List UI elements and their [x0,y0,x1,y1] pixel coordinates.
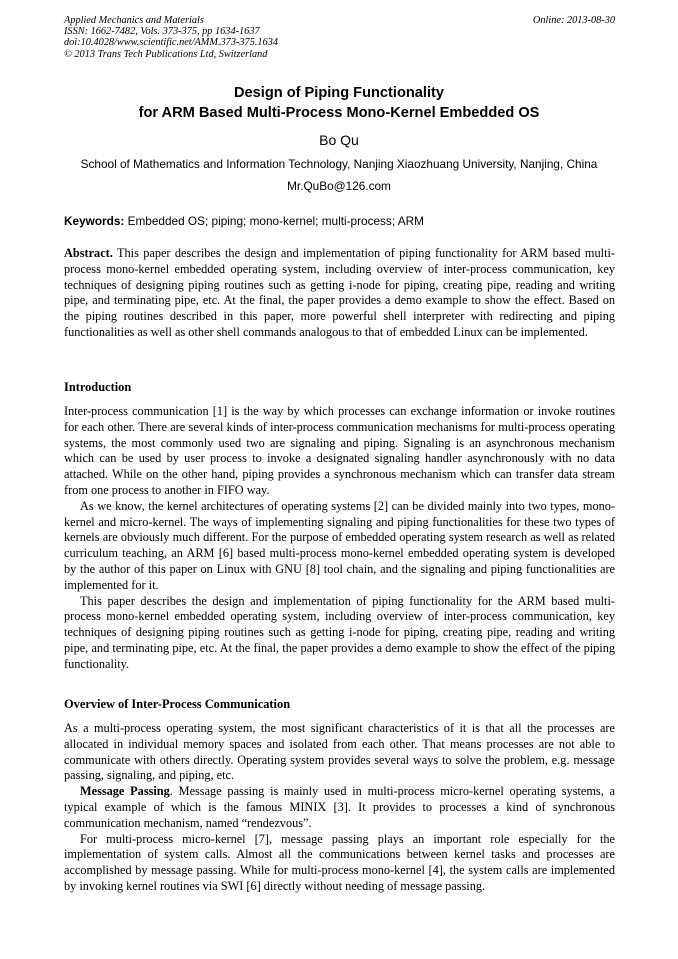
author-name: Bo Qu [319,132,359,148]
keywords-text: Embedded OS; piping; mono-kernel; multi-process; ARM [124,214,424,228]
online-date: Online: 2013-08-30 [532,15,615,26]
introduction-paragraph-3: This paper describes the design and implementation of piping functionality for the ARM based multi-process mono-kernel embedded operating system, including overview of inter-process communication, key techniques of designing piping routines such as getting i-node for piping, creating pipe, reading and writing pipe, and terminating pipe, etc. At the final, the paper provides a demo example to show the effect of the piping functionality. [64,593,615,671]
abstract-text: This paper describes the design and implementation of piping functionality for ARM based multi-process mono-kernel embedded operating system, including overview of inter-process communication, key techniques of designing piping routines such as getting i-node for piping, creating pipe, reading and writing pipe, and terminating pipe, etc. At the final, the paper provides a demo example to show the effect. Based on the piping routines described in this paper, more powerful shell interpreter with redirecting and piping functionalities as well as other shell commands analogous to that of embedded Linux can be implemented. [64,246,615,339]
introduction-paragraph-2: As we know, the kernel architectures of operating systems [2] can be divided mainly into two types, mono-kernel and micro-kernel. The ways of implementing signaling and piping functionalities for these two types of kernels are obviously much different. For the purpose of embedded operating system research as well as related curriculum teaching, an ARM [6] based multi-process mono-kernel embedded operating system is developed by the author of this paper on Linux with GNU [8] tool chain, and the signaling and piping functionalities are implemented for it. [64,498,615,592]
title-line-1: Design of Piping Functionality [234,85,444,101]
overview-paragraph-1: As a multi-process operating system, the most significant characteristics of it is that all the processes are allocated in individual memory spaces and isolated from each other. That means processes are not able to communicate with others directly. Operating system provides several ways to solve the problem, e.g. message passing, signaling, and piping, etc. [64,721,615,783]
journal-header [64,15,615,60]
abstract [64,246,615,341]
message-passing-label: Message Passing [80,784,170,799]
title-line-2: for ARM Based Multi-Process Mono-Kernel Embedded OS [138,105,540,121]
introduction-body [64,404,615,673]
author-affiliation: School of Mathematics and Information Technology, Nanjing Xiaozhuang University, Nanjing, China [80,157,598,171]
journal-copyright: © 2013 Trans Tech Publications Ltd, Switzerland [64,48,268,60]
overview-paragraph-3: For multi-process micro-kernel [7], message passing plays an important role especially for the implementation of system calls. Almost all the communications between kernel tasks and processes are accomplished by message passing. While for multi-process mono-kernel [4], the system calls are implemented by invoking kernel routines via SWI [6] directly without needing of message passing. [64,831,615,893]
keywords [64,214,615,229]
message-passing-text: . Message passing is mainly used in multi-process micro-kernel operating systems, a typical example of which is the famous MINIX [3]. It provides to processes a kind of synchronous communication mechanism, named “rendezvous”. [64,784,615,830]
journal-issn: ISSN: 1662-7482, Vols. 373-375, pp 1634-1637 [64,26,260,38]
journal-name: Applied Mechanics and Materials [64,15,204,26]
section-heading-overview: Overview of Inter-Process Communication [64,697,291,711]
introduction-paragraph-1: Inter-process communication [1] is the way by which processes can exchange information or invoke routines for each other. There are several kinds of inter-process communication mechanisms for multi-process operating systems, the most commonly used two are signaling and piping. Signaling is an asynchronous mechanism which can be used by user process to invoke a designated signaling handler asynchronously with no data attached. While on the other hand, piping provides a synchronous mechanism which can transfer data stream from one process to another in FIFO way. [64,404,615,497]
overview-paragraph-2 [64,784,615,831]
journal-doi: doi:10.4028/www.scientific.net/AMM.373-375.1634 [64,37,279,49]
keywords-label: Keywords: [64,214,125,228]
author-email: Mr.QuBo@126.com [287,179,391,193]
abstract-label: Abstract. [64,246,113,260]
paper-title [0,83,678,123]
section-heading-introduction: Introduction [64,380,132,394]
overview-body [64,721,615,895]
